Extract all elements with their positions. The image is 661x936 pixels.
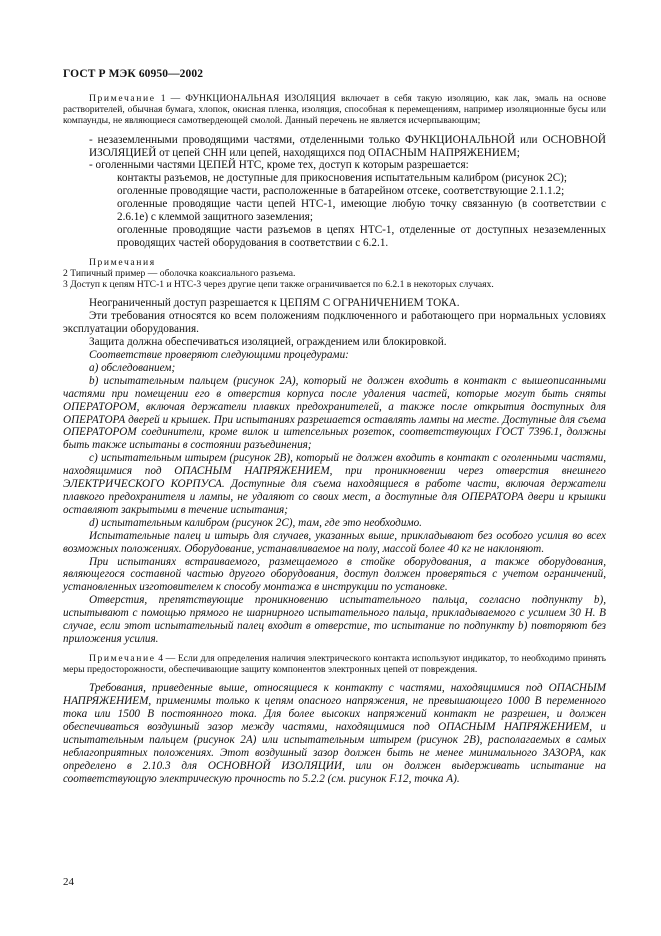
procedure-a: а) обследованием;	[89, 361, 176, 374]
list-item: - незаземленными проводящими частями, отделенными только ФУНКЦИОНАЛЬНОЙ или ОСНОВНОЙ ИЗОЛЯЦИЕЙ от цепей СНН или цепей, находящихся под ОПАСНЫМ НАПРЯЖЕНИЕМ;	[89, 133, 606, 159]
final-paragraph: Требования, приведенные выше, относящиеся к контакту с частями, находящимися под ОПАСНЫМ НАПРЯЖЕНИЕМ, применимы только к цепям опасного напряжения, не превышающего 1000 В переменного тока или 1500 В постоянного тока. Для более высоких напряжений контакт не разрешен, и должен обеспечиваться воздушный зазор между частями, находящимися под ОПАСНЫМ НАПРЯЖЕНИЕМ, и испытательным пальцем (рисунок 2А) или испытательным штырем (рисунок 2В), располагаемых в самых неблагоприятных положениях. Этот воздушный зазор должен быть не менее минимального ЗАЗОРА, как определено в 2.10.3 для ОСНОВНОЙ ИЗОЛЯЦИИ, или он должен выдерживать испытание на соответствующую электрическую прочность по 5.2.2 (см. рисунок F.12, точка А).	[63, 682, 606, 785]
note-label: Примечание	[89, 652, 156, 664]
note-1	[63, 93, 606, 127]
page-content	[63, 93, 606, 786]
note-3: 3 Доступ к цепям НТС-1 и НТС-3 через другие цепи также ограничивается по 6.2.1 в некоторых случаях.	[63, 279, 494, 291]
page-number: 24	[63, 876, 74, 888]
paragraph-italic: Отверстия, препятствующие проникновению испытательного пальца, согласно подпункту b), испытывают с помощью прямого не шарнирного испытательного пальца, прикладываемого с усилием 30 Н. В случае, если этот испытательный палец входит в отверстие, то испытание по подпункту b) повторяют без приложения усилия.	[63, 594, 606, 645]
list-subitem: оголенные проводящие части, расположенные в батарейном отсеке, соответствующие 2.1.1.2;	[117, 185, 565, 198]
document-header: ГОСТ Р МЭК 60950—2002	[63, 68, 204, 80]
list-subitem: контакты разъемов, не доступные для прикосновения испытательным калибром (рисунок 2С);	[117, 172, 567, 185]
procedure-c: с) испытательным штырем (рисунок 2В), который не должен входить в контакт с оголенными частями, находящимися под ОПАСНЫМ НАПРЯЖЕНИЕМ, при проникновении через отверстия внешнего ЭЛЕКТРИЧЕСКОГО КОРПУСА. Доступные для съема находящиеся в работе части, включая держатели плавкого предохранителя и лампы, не удаляют со своих мест, а доступные для ОПЕРАТОРА двери и крышки оставляют закрытыми в течение испытания;	[63, 452, 606, 516]
list-subitem: оголенные проводящие части разъемов в цепях НТС-1, отделенные от доступных незаземленных проводящих частей оборудования в соответствии с 6.2.1.	[117, 223, 606, 249]
list-subitem: оголенные проводящие части цепей НТС-1, имеющие любую точку связанную (в соответствии с 2.6.1е) с клеммой защитного заземления;	[117, 198, 606, 224]
note-text: 4 — Если для определения наличия электрического контакта используют индикатор, то необходимо принять меры предосторожности, обеспечивающие защиту компонентов электронных цепей от повреждения.	[63, 652, 606, 676]
paragraph: Защита должна обеспечиваться изоляцией, ограждением или блокировкой.	[89, 336, 447, 349]
paragraph-italic: Испытательные палец и штырь для случаев, указанных выше, прикладывают без особого усилия во всех возможных положениях. Оборудование, устанавливаемое на полу, массой более 40 кг не наклоняют.	[63, 529, 606, 555]
note-text: 1 — ФУНКЦИОНАЛЬНАЯ ИЗОЛЯЦИЯ включает в себя такую изоляцию, как лак, эмаль на основе растворителей, обычная бумага, хлопок, окисная пленка, изоляция, способная к перемещениям, например изоляционные бусы или компаунды, не являющиеся самотвердеющей смолой. Данный перечень не является исчерпывающим;	[63, 93, 606, 127]
notes-heading: Примечания	[89, 256, 156, 268]
paragraph-italic: При испытаниях встраиваемого, размещаемого в стойке оборудования, а также оборудования, являющегося составной частью другого оборудования, доступ должен проверяться с учетом ограничений, установленных изготовителем к способу монтажа в инструкции по установке.	[63, 555, 606, 594]
paragraph-italic: Соответствие проверяют следующими процедурами:	[89, 349, 349, 361]
procedure-d: d) испытательным калибром (рисунок 2С), там, где это необходимо.	[89, 516, 422, 529]
paragraph: Неограниченный доступ разрешается к ЦЕПЯМ С ОГРАНИЧЕНИЕМ ТОКА.	[89, 297, 460, 310]
list-item: - оголенными частями ЦЕПЕЙ НТС, кроме тех, доступ к которым разрешается:	[89, 159, 469, 172]
paragraph: Эти требования относятся ко всем положениям подключенного и работающего при нормальных условиях эксплуатации оборудования.	[63, 310, 606, 336]
note-4	[63, 653, 606, 675]
note-2: 2 Типичный пример — оболочка коаксиального разъема.	[63, 267, 296, 279]
procedure-b: b) испытательным пальцем (рисунок 2А), который не должен входить в контакт с вышеописанными частями при помещении его в отверстия корпуса после удаления частей, которые могут быть сняты ОПЕРАТОРОМ, включая держатели плавких предохранителей, а также после открытия доступных для ОПЕРАТОРА дверей и крышек. При испытаниях разрешается оставлять лампы на месте. Доступные для съема ОПЕРАТОРОМ соединители, кроме вилок и штепсельных розеток, соответствующих ГОСТ 7396.1, должны быть также испытаны в состоянии разъединения;	[63, 374, 606, 452]
note-label: Примечание	[89, 93, 156, 104]
